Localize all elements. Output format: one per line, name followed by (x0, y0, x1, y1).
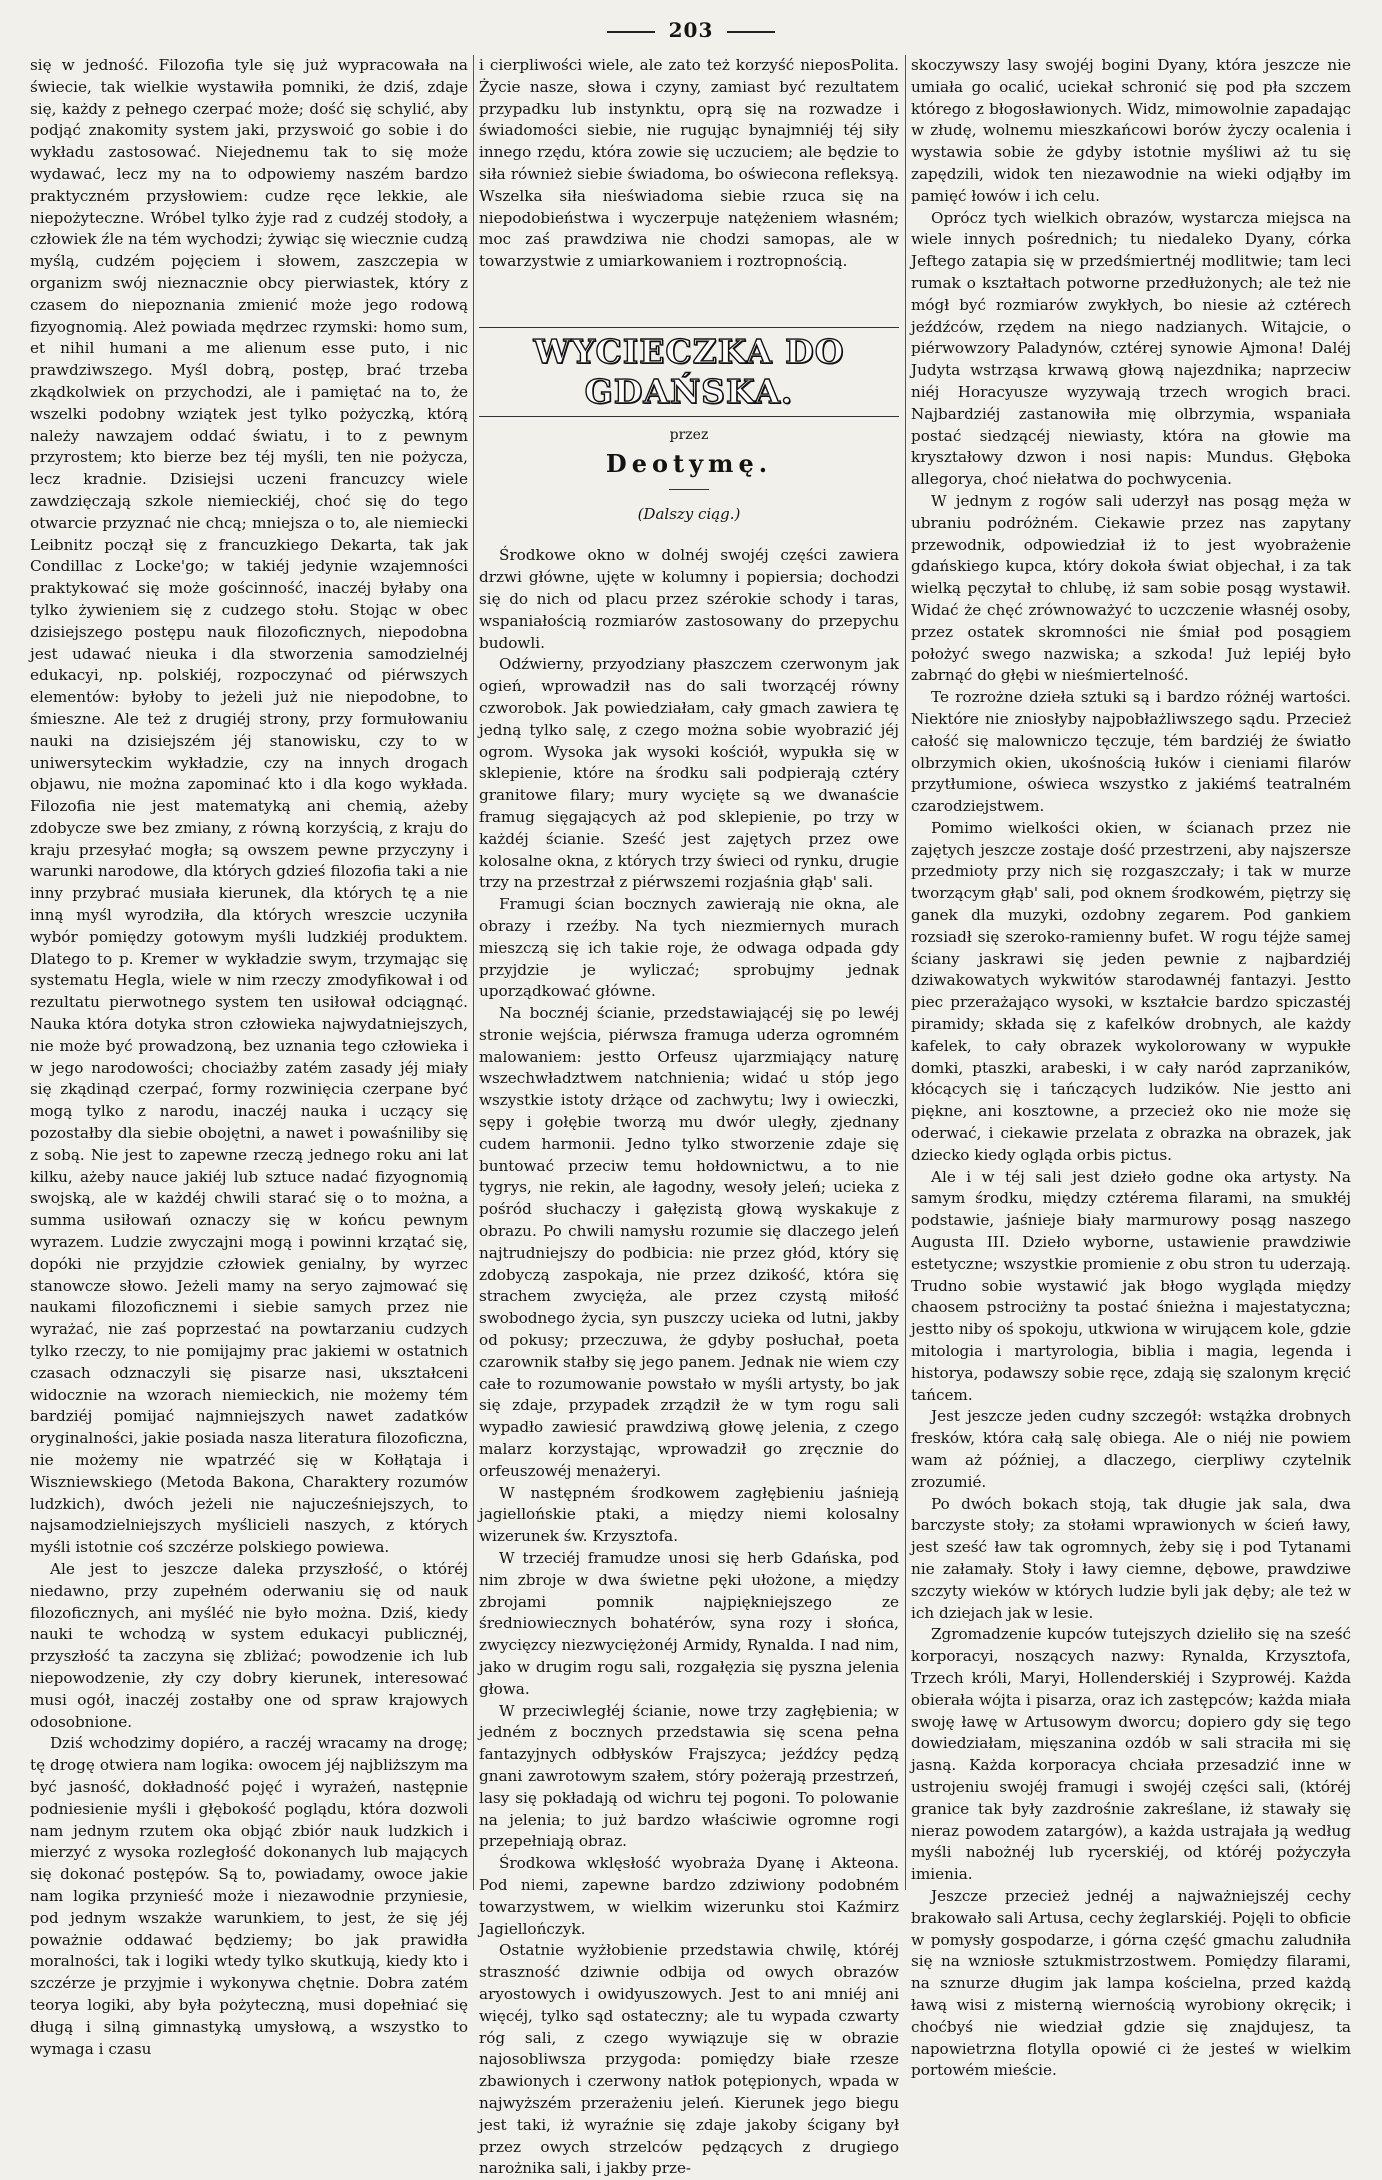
byline-author: Deotymę. (605, 448, 773, 478)
column-1-paragraph: Dziś wchodzimy dopiéro, a raczéj wracamy na drogę; tę drogę otwiera nam logika: owocem jéj najbliższym ma być jasność, dokładność pojęć i wyrażeń, następnie podniesienie myśli i głębokość poglądu, która dozwoli nam jednym rzutem oka objąć zbiór nauk ludzkich i mierzyć z wysoka rozległość dokonanych lub mających się dokonać postępów. Są to, powiadamy, owoce jakie nam logika przynieść może i niezawodnie przyniesie, pod jednym wszakże warunkiem, to jest, że się jéj poważnie oddawać będziemy; bo jak prawidła moralności, tak i logiki wtedy tylko skutkują, kiedy kto i szczérze je przyjmie i wykonywa chętnie. Dobra zatém teorya logiki, aby była pożyteczną, musi dopełniać się długą i silną gimnastyką umysłową, a wszystko to wymaga i czasu (30, 1734, 468, 2058)
column-divider (905, 55, 906, 1890)
column-2-paragraph: Framugi ścian bocznych zawierają nie okna, ale obrazy i rzeźby. Na tych niezmiernych murach mieszczą się ich takie roje, że odwaga odpada gdy przyjdzie je wyliczać; sprobujmy jednak uporządkować główne. (479, 895, 899, 1001)
column-2-continued-text: i cierpliwości wiele, ale zato też korzyść nieposPolita. Życie nasze, słowa i czyny, zamiast być rezultatem przypadku lub instynktu, oprą się na rozwadze i świadomości siebie, nie rugując bynajmniéj téj siły innego rzędu, która zowie się uczuciem; ale będzie to siła również siebie świadoma, bo oświecona refleksyą. Wszelka siła nieświadoma siebie rzuca się na niepodobieństwa i wyczerpuje natężeniem własném; moc zaś prawdziwa nie chodzi samopas, ale w towarzystwie z umiarkowaniem i roztropnością. (479, 56, 899, 271)
column-3-paragraph: Jeszcze przecież jednéj a najważniejszéj cechy brakowało sali Artusa, cechy żeglarskiéj. Pojęli to obficie w pomysły gospodarze, i górna część gmachu zaludniła się na wzniosłe sztukmistrzostwem. Pomiędzy filarami, na sznurze długim jak lampa kościelna, przed każdą ławą wisi z misterną wiernością wyrobiony okręcik; i choćbyś nie wiedział gdzie się znajdujesz, ta napowietrzna flotylla opowié ci że jesteś w wielkim portowém mieście. (911, 1886, 1351, 2080)
column-1-paragraph: się w jedność. Filozofia tyle się już wypracowała na świecie, tak wielkie wystawiła pomniki, że dziś, zdaje się, każdy z pełnego czerpać może; dość się schylić, aby podjąć znakomity system jaki, przyswoić go sobie i do wykładu zastosować. Niejednemu tak to się może wydawać, lecz my na to odpowiemy naszém bardzo praktyczném przysłowiem: cudze ręce lekkie, ale niepożyteczne. Wróbel tylko żyje rad z cudzéj stodoły, a człowiek źle na tém wychodzi; żywiąc się wiecznie cudzą myślą, cudzém pojęciem i słowem, zaszczepia w organizm swój nieznacznie obcy pierwiastek, który z czasem do niepoznania zmienić może jego rodową fizyognomią. Ależ powiada mędrzec rzymski: homo sum, et nihil humani a me alienum esse puto, i nic prawdziwszego. Myśl dobrą, postęp, brać trzeba zkądkolwiek on przychodzi, ale i pamiętać na to, że wszelki podobny wziątek jest tylko pożyczką, którą należy nawzajem oddać światu, i to z pewnym przyrostem; kto bierze bez téj myśli, ten nie pożycza, lecz kradnie. Dzisiejsi uczeni francuzcy wiele zawdzięczają szkole niemieckiéj, choć się do tego otwarcie przyznać nie chcą; mniejsza o to, ale niemiecki Leibnitz począł się z francuzkiego Dekarta, tak jak Condillac z Locke'go; w takiéj jedynie wzajemności praktykować się może gościnność, inaczéj byłaby ona tylko żywieniem się z cudzego stołu. Stojąc w obec dzisiejszego postępu nauk filozoficznych, niepodobna jest udawać nieuka i dla stworzenia samodzielnéj edukacyi, np. polskiéj, rozpoczynać od piérwszych elementów: byłoby to jeżeli już nie niepodobne, to śmieszne. Ale też z drugiéj strony, przy formułowaniu nauki na dzisiejszém jéj stanowisku, czy to w uniwersyteckim wykładzie, czy na innych drogach objawu, nie można zapominać kto i dla kogo wykłada. Filozofia nie jest matematyką ani chemią, ażeby zdobycze swe bez zmiany, z równą korzyścią, z kraju do kraju przesyłać mogła; są owszem pewne przyczyny i warunki narodowe, dla których gdzieś filozofia taki a nie inny przybrać musiała kierunek, dla których tę a nie inną myśl wyrodziła, dla których wreszcie uczyniła wybór pomiędzy gotowym myśli ludzkiéj produktem. Dlatego to p. Kremer w wykładzie swym, trzymając się systematu Hegla, wiele w nim rzeczy zmodyfikował i od rezultatu pierwotnego system ten usiłował odciągnąć. Nauka która dotyka stron człowieka najwydatniejszych, nie może być prowadzoną, bez uznania tego człowieka i w jego narodowości; chociażby zatém zasady jéj miały się zkądinąd czerpać, formy rozwinięcia czerpane być mogą tylko z narodu, inaczéj nauka i uczący się pozostałby dla siebie obojętni, a nawet i powaśniliby się z sobą. Nie jest to zapewne rzeczą jednego roku ani lat kilku, ażeby nauce jakiéj lub sztuce nadać fizyognomią swojską, ale w każdéj chwili starać się o to można, a summa usiłowań oznaczy się w końcu pewnym wyrazem. Ludzie zwyczajni mogą i powinni krzątać się, dopóki nie przyjdzie człowiek genialny, by wyrzec stanowcze słowo. Jeżeli mamy na seryo zajmować się naukami filozoficznemi i siebie samych przez nie wyrażać, nie zaś poprzestać na powtarzaniu cudzych tylko rzeczy, to nie pomijajmy prac jakiemi w ostatnich czasach odznaczyli się pisarze nasi, ukształceni widocznie na wzorach niemieckich, nie możemy tém bardziéj pomijać najmniejszych nawet zadatków oryginalności, jakie posiada nasza literatura filozoficzna, nie możemy nie wpatrzéć się w Kołłątaja i Wiszniewskiego (Metoda Bakona, Charaktery rozumów ludzkich), dwóch jeżeli nie najucześniejszych, to najsamodzielniejszych myślicieli naszych, z których myśli istotnie coś szczérze polskiego powiewa. (30, 56, 468, 1557)
column-3-paragraph: Po dwóch bokach stoją, tak długie jak sala, dwa barczyste stoły; za stołami wprawionych w ścień ławy, jest sześć ław tak ogromnych, żeby się i pod Tytanami nie załamały. Stoły i ławy ciemne, dębowe, prawdziwe szczyty wieków w których ludzie byli jak dęby; ale też w ich dziejach jak w lesie. (911, 1494, 1351, 1622)
column-1 (30, 55, 468, 2058)
article-title: WYCIECZKA DO GDAŃSKA. (479, 327, 899, 417)
column-3-paragraph: W jednym z rogów sali uderzył nas posąg męża w ubraniu podróżném. Ciekawie przez nas zapytany przewodnik, odpowiedział iż to jest wyobrażenie gdańskiego kupca, który dokoła świat objechał, i za tak wielką pęczytał to chlubę, iż sam sobie posąg wystawił. Widać że chęć zrównoważyć to uczczenie własnéj osoby, przez ostatek skromności nie śmiał pod posągiem położyć swego nazwiska; a szkoda! Już lepiéj było zabrnąć do głębi w nieśmiertelność. (911, 491, 1351, 685)
column-2-paragraph: Odźwierny, przyodziany płaszczem czerwonym jak ogień, wprowadził nas do sali tworzącéj równy czworobok. Jak powiedziałam, cały gmach zawiera tę jedną tylko salę, z czego można sobie wyobrazić jéj ogrom. Wysoka jak wysoki kościół, wypukła się w sklepienie, które na środku sali podpierają cztéry granitowe filary; mury wycięte są we dwanaście framug sięgających aż pod sklepienie, po trzy w każdéj ścianie. Sześć jest zajętych przez owe kolosalne okna, z których trzy świeci od rynku, drugie trzy na przestrzał z piérwszemi rozjaśnia głąb' sali. (479, 655, 899, 892)
byline-rule (669, 489, 709, 490)
column-3-paragraph: Zgromadzenie kupców tutejszych dzieliło się na sześć korporacyi, noszących nazwy: Rynalda, Krzysztofa, Trzech króli, Maryi, Hollenderskiéj i Szyprowéj. Każda obierała wójta i pisarza, oraz ich zastępców; każda miała swoję ławę w Artusowym dworcu; dopiero gdy się tego dowiedziałam, mięszanina ozdób w sali straciła mi się jasną. Każda korporacya chciała przesadzić inne w ustrojeniu swojéj framugi i swojéj części sali, (któréj granice tak były zazdrośnie zakreślane, iż stawały się nieraz powodem zatargów), a każda ustrajała ją według myśli nabożnéj lub rycerskiéj, od któréj pożyczyła imienia. (911, 1625, 1351, 1884)
page-number-text: 203 (668, 18, 714, 42)
column-3-paragraph: skoczywszy lasy swojéj bogini Dyany, która jeszcze nie umiała go ocalić, uciekał schronić się pod pła szczem którego z błogosławionych. Widz, mimowolnie zapadając w złudę, wolnemu mieszkańcowi borów życzy ocalenia i wystawia sobie że gdyby istotnie myśliwi aż tu się zapędzili, widok ten niezawodnie na wieki odjąłby im pamięć łowów i ich celu. (911, 56, 1351, 205)
column-2-paragraph: Na bocznéj ścianie, przedstawiającéj się po lewéj stronie wejścia, piérwsza framuga uderza ogromném malowaniem: jestto Orfeusz ujarzmiający naturę wszechwładztwem natchnienia; widać u stóp jego wszystkie istoty drżące od zachwytu; lwy i owieczki, sępy i gołębie tworzą mu dwór uległy, zjednany cudem harmonii. Jedno tylko stworzenie zdaje się buntować przeciw temu hołdownictwu, a to nie tygrys, nie rekin, ale łagodny, wesoły jeleń; ucieka z pośród słuchaczy i gałęzistą głową wyskakuje z obrazu. Po chwili namysłu rozumie się dlaczego jeleń najtrudniejszy do podbicia: nie przez głód, który się zdobyczą zaspokaja, nie przez dzikość, która się strachem zwycięża, ale przez czystą miłość swobodnego życia, syn puszczy ucieka od lutni, jakby od pokusy; przeczuwa, że gdyby posłuchał, poeta czarownik stałby się jego panem. Jednak nie wiem czy całe to rozumowanie powstało w myśli artysty, bo jak się zdaje, przypadek zrządził że w tym rogu sali wypadło zawiesić prawdziwą głowę jelenia, z czego malarz korzystając, wprowadził go zręcznie do orfeuszowéj menażeryi. (479, 1004, 899, 1480)
continued-note: (Dalszy ciąg.) (637, 504, 741, 523)
column-3 (911, 55, 1351, 2080)
page-number-left-rule (607, 31, 655, 33)
column-3-paragraph: Jest jeszcze jeden cudny szczegół: wstążka drobnych fresków, która całą salę obiega. Ale o niéj nie powiem wam aż później, a dlaczego, cierpliwy czytelnik zrozumié. (911, 1407, 1351, 1491)
column-3-paragraph: Pomimo wielkości okien, w ścianach przez nie zajętych jeszcze zostaje dość przestrzeni, aby najszersze przedmioty przy nich się rozgaszczały; i tak w murze tworzącym głąb' sali, pod oknem środkowém, piętrzy się ganek dla muzyki, ozdobny zegarem. Pod gankiem rozsiadł się szeroko-ramienny bufet. W rogu téjże samej ściany jaskrawi się jeden pewnie z najbardziéj dziwakowatych wykwitów starodawnéj fantazyi. Jestto piec przerażająco wysoki, w kształcie bardzo spiczastéj piramidy; składa się z kafelków drobnych, ale każdy kafelek, to cały obrazek wykolorowany w wypukłe domki, ptaszki, arabeski, i w cały naród zaprzaników, kłócących się i tańczących ludzików. Nie jestto ani piękne, ani kosztowne, a przecież oko nie może się oderwać, i ciekawie przelata z obrazka na obrazek, jak dziecko kiedy ogląda orbis pictus. (911, 818, 1351, 1164)
column-2-paragraph: Środkowa wklęsłość wyobraża Dyanę i Akteona. Pod niemi, zapewne bardzo zdziwiony podobném towarzystwem, w wielkim wizerunku stoi Kaźmirz Jagiellończyk. (479, 1854, 899, 1938)
byline-prefix: przez (669, 426, 709, 443)
column-divider (473, 55, 474, 1890)
column-1-paragraph: Ale jest to jeszcze daleka przyszłość, o któréj niedawno, przy zupełném oderwaniu się od nauk filozoficznych, ani myśléć nie było można. Dziś, kiedy nauki te wchodzą w system edukacyi publicznéj, przyszłość ta zaczyna się zbliżać; powodzenie ich lub niepowodzenie, zły czy dobry kierunek, interesować musi ogół, inaczéj zostałby one od spraw krajowych odosobnione. (30, 1559, 468, 1731)
article-heading (479, 327, 899, 525)
column-3-paragraph: Te rozrożne dzieła sztuki są i bardzo różnéj wartości. Niektóre nie zniosłyby najpobłażliwszego sądu. Przecież całość się malowniczo tęczuje, tém bardziéj że światło olbrzymich okien, ukośnością łuków i cieniami filarów przytłumione, oświeca wszystko z jakiémś teatralném czarodziejstwem. (911, 688, 1351, 816)
column-2-paragraph: Ostatnie wyżłobienie przedstawia chwilę, któréj straszność dziwnie odbija od owych obrazów aryostowych i owidyuszowych. Jest to ani mniéj ani więcéj, tylko sąd ostateczny; ale tu wypada czwarty róg sali, z czego wywiązuje się w obrazie najosobliwsza przygoda: pomiędzy białe rzesze zbawionych i czerwony natłok potępionych, wpada w najwyższém przerażeniu jeleń. Kierunek jego biegu jest taki, iż wyraźnie się zdaje jakoby ścigany był przez owych strzelców pędzących z drugiego narożnika sali, i jakby prze- (479, 1941, 899, 2178)
column-3-paragraph: Oprócz tych wielkich obrazów, wystarcza miejsca na wiele innych pośrednich; tu niedaleko Dyany, córka Jeftego zatapia się w przedśmiertnéj modlitwie; tam leci rumak o kształtach potworne przedłużonych; ale też nie mógł być rozmiarów zwykłych, bo niesie aż cztérech jeźdźców, rzędem na niego nadzianych. Witajcie, o piérwowzory Paladynów, cztérej synowie Ajmona! Daléj Judyta wstrząsa krwawą głową najezdnika; naprzeciw niéj Horacyusze wyzywają trzech wrogich braci. Najbardziéj zastanowiła mię olbrzymia, wspaniała postać siedzącéj niewiasty, która na głowie ma kryształowy dzwon i nosi napis: Mundus. Głęboka allegorya, choć niełatwa do pochwycenia. (911, 208, 1351, 489)
page-number-right-rule (727, 31, 775, 33)
column-2-paragraph: Środkowe okno w dolnéj swojéj części zawiera drzwi główne, ujęte w kolumny i popiersia; dochodzi się do nich od placu przez szérokie schody i taras, wspaniałością rozmiarów zastosowany do przepychu budowli. (479, 546, 899, 652)
page-number (0, 18, 1382, 42)
column-2-paragraph: W przeciwległéj ścianie, nowe trzy zagłębienia; w jedném z bocznych przedstawia się scena pełna fantazyjnych odbłysków Frajszyca; jeźdźcy pędzą gnani zawrotowym szałem, stóry pożerają przestrzeń, lasy się pokładają od wichru tej pogoni. To polowanie na jelenia; to już bardzo właściwie ogromne rogi przepełniają obraz. (479, 1701, 899, 1851)
column-2-paragraph: W następném środkowem zagłębieniu jaśnieją jagiellońskie ptaki, a między niemi kolosalny wizerunek św. Krzysztofa. (479, 1483, 899, 1546)
column-2-paragraph: W trzeciéj framudze unosi się herb Gdańska, pod nim zbroje w dwa świetne pęki ułożone, a między zbrojami pomnik najpiękniejszego ze średniowiecznych bohatérów, syna rozy i słońca, zwycięzcy niezwyciężonéj Armidy, Rynalda. I nad nim, jako w drugim rogu sali, rozgałęzia się pyszna jelenia głowa. (479, 1549, 899, 1698)
column-2 (479, 55, 899, 2178)
column-3-paragraph: Ale i w téj sali jest dzieło godne oka artysty. Na samym środku, między cztérema filarami, na smukłéj podstawie, jaśnieje biały marmurowy posąg naszego Augusta III. Dzieło wyborne, ustawienie prawdziwie estetyczne; wszystkie promienie z obu stron tu uderzają. Trudno sobie wystawić jak błogo wygląda między chaosem pstrociżny ta postać śnieżna i majestatyczna; jestto niby oś spokoju, utkwiona w wirującem kole, gdzie mitologia i martyrologia, biblia i magia, legenda i historya, podawszy sobie ręce, zdają się szalonym kręcić tańcem. (911, 1167, 1351, 1404)
